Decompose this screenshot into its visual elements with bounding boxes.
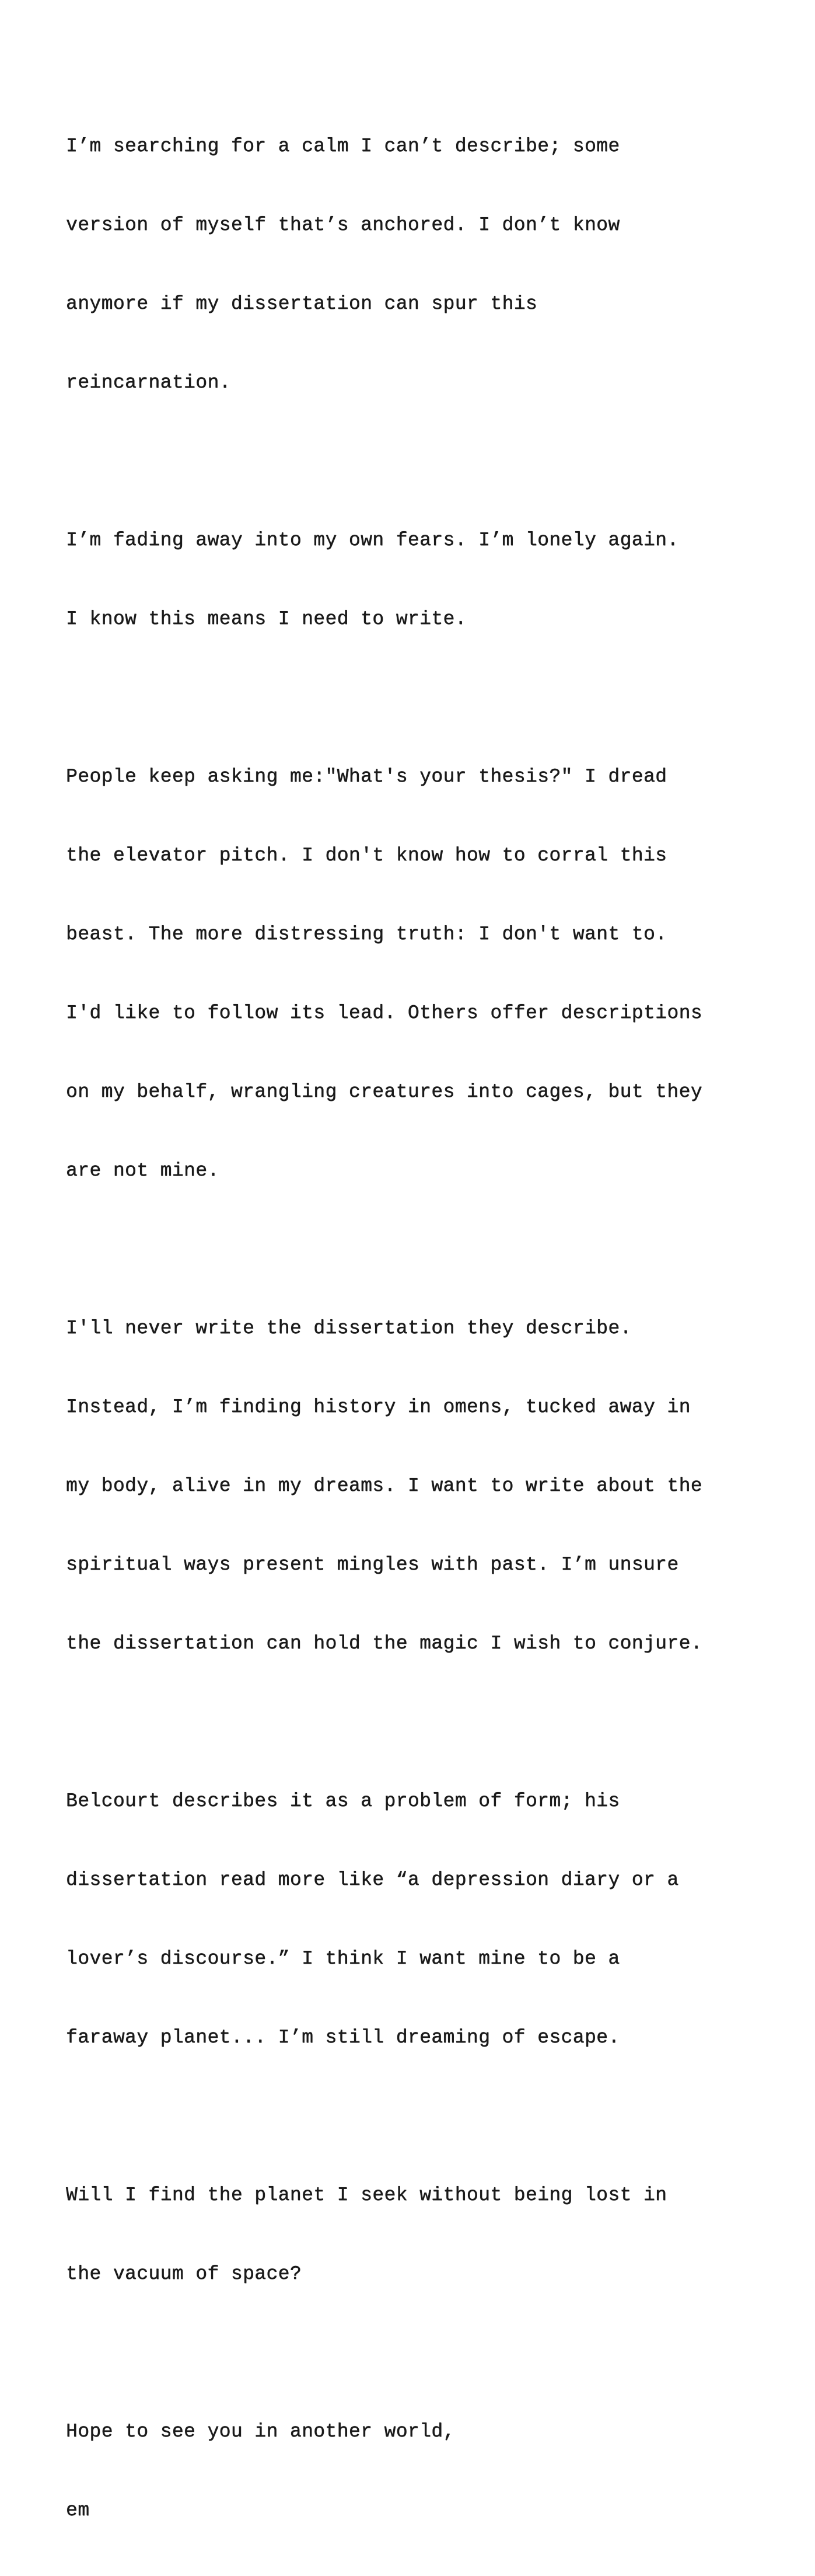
text-line: my body, alive in my dreams. I want to write about the [66,1475,702,1497]
text-line: the dissertation can hold the magic I wish to conjure. [66,1633,702,1654]
closing [66,2366,789,2576]
closing-line: Hope to see you in another world, [66,2421,455,2442]
text-line: on my behalf, wrangling creatures into cages, but they [66,1081,702,1103]
text-line: I'd like to follow its lead. Others offer descriptions [66,1002,702,1024]
paragraph-4 [66,1263,789,1709]
text-line: reincarnation. [66,372,231,393]
paragraph-6 [66,2129,789,2340]
text-line: spiritual ways present mingles with past. I’m unsure [66,1554,679,1575]
text-line: anymore if my dissertation can spur this [66,293,538,315]
text-line: I’m searching for a calm I can’t describe; some [66,135,620,157]
letter-body [66,81,789,2576]
text-line: version of myself that’s anchored. I don’t know [66,214,620,236]
text-line: beast. The more distressing truth: I don't want to. [66,923,667,945]
paragraph-1 [66,81,789,448]
text-line: the elevator pitch. I don't know how to corral this [66,845,667,866]
text-line: dissertation read more like “a depression diary or a [66,1869,679,1891]
text-line: Instead, I’m finding history in omens, tucked away in [66,1396,691,1418]
text-line: I’m fading away into my own fears. I’m lonely again. [66,529,679,551]
paragraph-3 [66,711,789,1236]
signature: em [66,2500,90,2521]
text-line: are not mine. [66,1160,219,1181]
text-line: Will I find the planet I seek without being lost in [66,2184,667,2206]
text-line: faraway planet... I’m still dreaming of escape. [66,2027,620,2048]
text-line: I know this means I need to write. [66,608,467,630]
text-line: Belcourt describes it as a problem of form; his [66,1790,620,1812]
text-line: I'll never write the dissertation they describe. [66,1317,632,1339]
text-line: People keep asking me:"What's your thesis?" I dread [66,766,667,787]
text-line: the vacuum of space? [66,2263,302,2285]
text-line: lover’s discourse.” I think I want mine to be a [66,1948,620,1970]
paragraph-5 [66,1735,789,2103]
paragraph-2 [66,475,789,685]
